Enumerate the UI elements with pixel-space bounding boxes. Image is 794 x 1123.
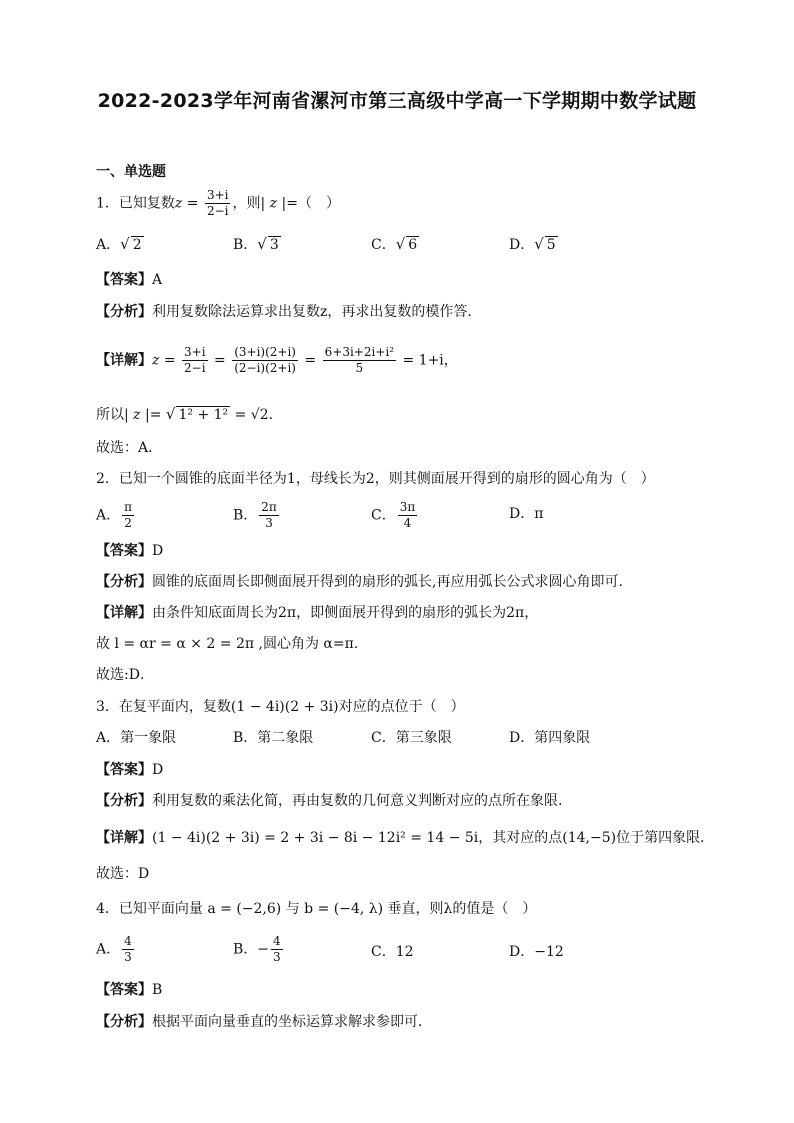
q2-option-a: A． $\frac{\pi}{2}$ bbox=[96, 500, 133, 530]
q3-answer: 【答案】D bbox=[96, 762, 164, 778]
q1-conclusion: 故选：A． bbox=[96, 440, 163, 456]
q1-analysis: 【分析】利用复数除法运算求出复数z，再求出复数的模作答. bbox=[96, 304, 472, 320]
page-title: 2022-2023学年河南省漯河市第三高级中学高一下学期期中数学试题 bbox=[97, 90, 697, 112]
q3-detail: 【详解】(1 − 4i)(2 + 3i) = 2 + 3i − 8i − 12i² = 14 − 5i，其对应的点(14,−5)位于第四象限． bbox=[96, 830, 715, 846]
q1-option-a: A．√ 2 bbox=[96, 235, 142, 253]
q2-option-d: D．π bbox=[509, 506, 544, 522]
q4-answer: 【答案】B bbox=[96, 982, 163, 998]
q2-option-c: C． $\frac{3\pi}{4}$ bbox=[371, 500, 416, 530]
q1-option-c: C．√ 6 bbox=[371, 235, 418, 253]
q1-detail: 【详解】z = $\frac{3+i}{2-i}$ = $\frac{(3+i)(2+i)}{(2-i)(2+i)}$ = $\frac{\text{6+3i+2i+i²}}{5}$ = 1+i， bbox=[96, 345, 458, 375]
question-2-stem: 2．已知一个圆锥的底面半径为1，母线长为2，则其侧面展开得到的扇形的圆心角为（ ） bbox=[96, 471, 655, 487]
q3-conclusion: 故选：D bbox=[96, 866, 150, 882]
q1-answer: 【答案】A bbox=[96, 272, 163, 288]
q2-answer: 【答案】D bbox=[96, 543, 164, 559]
q1-option-b: B．√ 3 bbox=[233, 235, 279, 253]
q4-option-c: C．12 bbox=[371, 944, 414, 960]
q1-option-d: D．√ 5 bbox=[509, 235, 556, 253]
q2-option-b: B． $\frac{2\pi}{3}$ bbox=[233, 500, 277, 530]
q3-option-d: D．第四象限 bbox=[509, 730, 591, 746]
q4-analysis: 【分析】根据平面向量垂直的坐标运算求解求参即可． bbox=[96, 1014, 432, 1030]
q4-option-d: D．−12 bbox=[509, 944, 564, 960]
q2-conclusion: 故选:D． bbox=[96, 667, 154, 683]
q4-option-b: B．− $\frac{4}{3}$ bbox=[233, 934, 281, 964]
section-heading: 一、单选题 bbox=[96, 164, 166, 180]
q3-option-c: C．第三象限 bbox=[371, 730, 452, 746]
q3-analysis: 【分析】利用复数的乘法化简，再由复数的几何意义判断对应的点所在象限. bbox=[96, 793, 563, 809]
q2-detail-2: 故 l = αr = α × 2 = 2π ,圆心角为 α=π. bbox=[96, 636, 359, 652]
q2-analysis: 【分析】圆锥的底面周长即侧面展开得到的扇形的弧长,再应用弧长公式求圆心角即可. bbox=[96, 574, 623, 590]
question-4-stem: 4．已知平面向量 a = (−2,6) 与 b = (−4, λ) 垂直，则λ的值是（ ） bbox=[96, 901, 537, 917]
question-3-stem: 3．在复平面内，复数(1 − 4i)(2 + 3i)对应的点位于（ ） bbox=[96, 699, 465, 715]
q1-modulus: 所以| z |= √ 1² + 1² = √2. bbox=[96, 405, 274, 423]
question-1-stem: 1．已知复数z = $\frac{3+i}{2-i}$ ，则| z |=（ ） bbox=[96, 188, 340, 218]
q1-fraction: $\frac{3+i}{2-i}$ bbox=[206, 188, 229, 218]
q4-option-a: A． $\frac{4}{3}$ bbox=[96, 934, 132, 964]
q3-option-b: B．第二象限 bbox=[233, 730, 314, 746]
q2-detail: 【详解】由条件知底面周长为2π，即侧面展开得到的扇形的弧长为2π， bbox=[96, 605, 539, 621]
q3-option-a: A．第一象限 bbox=[96, 730, 177, 746]
